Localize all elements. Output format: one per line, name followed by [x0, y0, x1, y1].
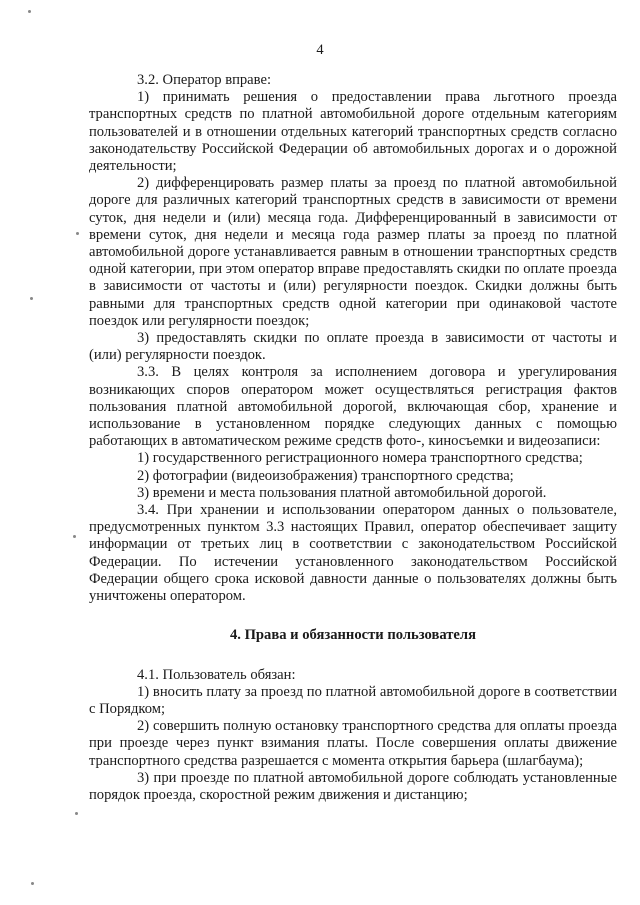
paragraph-3-3-item-3: 3) времени и места пользования платной автомобильной дорогой. — [137, 484, 547, 501]
paragraph-3-2: 3.2. Оператор вправе: — [137, 72, 272, 88]
paragraph-4-1-item-2: 2) совершить полную остановку транспортного средства для оплаты проезда при проезде через пункт взимания платы. После совершения оплаты движение транспортного средства разрешается с момента открытия барьера (шлагбаума); — [89, 718, 617, 769]
document-body — [89, 72, 617, 804]
paragraph-3-3-item-1: 1) государственного регистрационного номера транспортного средства; — [137, 450, 583, 467]
paragraph-3-2-item-1: 1) принимать решения о предоставлении права льготного проезда транспортных средств по платной автомобильной дороге отдельным категориям пользователей и в отношении отдельных категорий транспортных средств согласно законодательству Российской Федерации об автомобильных дорогах и о дорожной деятельности; — [89, 89, 617, 175]
paragraph-4-1-item-1: 1) вносить плату за проезд по платной автомобильной дороге в соответствии с Порядком; — [89, 683, 617, 717]
scan-speck — [31, 882, 34, 885]
paragraph-3-4: 3.4. При хранении и использовании оператором данных о пользователе, предусмотренных пунктом 3.3 настоящих Правил, оператор обеспечивает защиту информации от третьих лиц в соответствии с законодательством Российской Федерации. По истечении установленного законодательством Российской Федерации общего срока исковой давности данные о пользователях должны быть уничтожены оператором. — [89, 502, 617, 605]
page-number: 4 — [316, 42, 324, 58]
scan-speck — [76, 232, 79, 235]
scan-speck — [30, 297, 33, 300]
paragraph-3-2-item-3: 3) предоставлять скидки по оплате проезда в зависимости от частоты и (или) регулярности поездок. — [89, 330, 617, 364]
scan-speck — [73, 535, 76, 538]
scan-speck — [75, 812, 78, 815]
paragraph-4-1-item-3: 3) при проезде по платной автомобильной дороге соблюдать установленные порядок проезда, скоростной режим движения и дистанцию; — [89, 769, 617, 803]
scan-speck — [28, 10, 31, 13]
section-heading: 4. Права и обязанности пользователя — [229, 627, 476, 644]
paragraph-3-2-item-2: 2) дифференцировать размер платы за проезд по платной автомобильной дороге для различных категорий транспортных средств в зависимости от времени суток, дня недели и (или) месяца года. Дифференцированный в зависимости от времени суток, дня недели и месяца года размер платы за проезд по платной автомобильной дороге устанавливается равным в отношении транспортных средств одной категории, при этом оператор вправе предоставлять скидки по оплате проезда в зависимости от частоты и (или) регулярности поездок. Скидки должны быть равными для транспортных средств одной категории при одинаковой частоте поездок или регулярности поездок; — [89, 175, 617, 329]
paragraph-3-3-item-2: 2) фотографии (видеоизображения) транспортного средства; — [137, 467, 514, 484]
paragraph-3-3: 3.3. В целях контроля за исполнением договора и урегулирования возникающих споров оператором может осуществляться регистрация фактов пользования платной автомобильной дорогой, включающая сбор, хранение и использование в установленном порядке следующих данных с помощью работающих в автоматическом режиме средств фото-, киносъемки и видеозаписи: — [89, 364, 617, 450]
paragraph-4-1: 4.1. Пользователь обязан: — [137, 666, 296, 683]
